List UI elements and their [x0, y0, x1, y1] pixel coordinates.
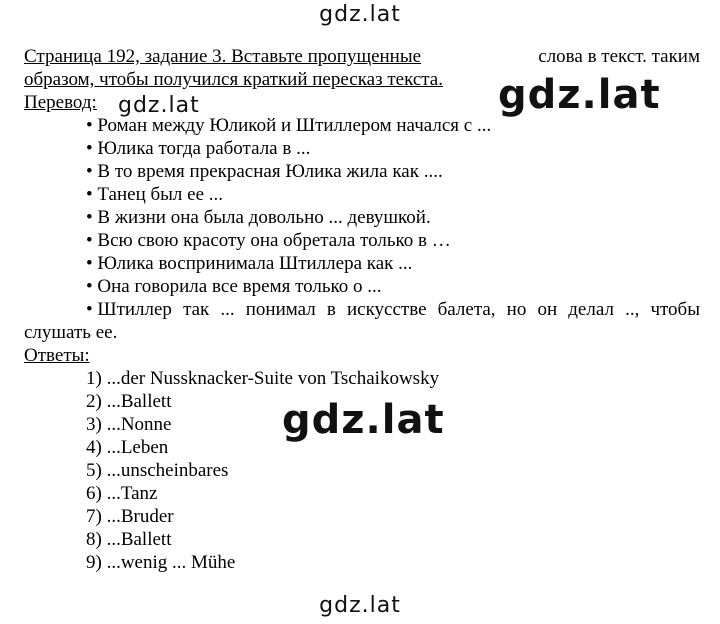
question-word: ...: [220, 299, 235, 320]
answers-label: Ответы:: [24, 345, 90, 366]
question-item: • В то время прекрасная Юлика жила как ....: [86, 161, 443, 182]
task-title-line-1: [24, 45, 700, 68]
answer-item: 1) ...der Nussknacker-Suite von Tschaikowsky: [86, 368, 440, 389]
question-item-justified: [24, 298, 700, 321]
answer-item: 8) ...Ballett: [86, 529, 172, 550]
answer-item: 3) ...Nonne: [86, 414, 172, 435]
question-word: он: [537, 299, 558, 320]
question-word: искусстве: [346, 299, 427, 320]
question-item: • В жизни она была довольно ... девушкой.: [86, 207, 431, 228]
question-word: в: [326, 299, 336, 320]
question-word: балета,: [437, 299, 496, 320]
watermark-small: gdz.lat: [118, 93, 200, 118]
question-item: • Танец был ее ...: [86, 184, 224, 205]
question-item: • Юлика тогда работала в ...: [86, 138, 311, 159]
question-item: • Она говорила все время только о ...: [86, 276, 382, 297]
question-list: [24, 114, 700, 344]
watermark-bottom: gdz.lat: [319, 593, 401, 618]
answer-item: 4) ...Leben: [86, 437, 169, 458]
document-body: [24, 45, 700, 574]
question-word: понимал: [245, 299, 316, 320]
translation-label: Перевод:: [24, 92, 97, 113]
task-title-line-2: образом, чтобы получился краткий пересказ текста.: [24, 69, 443, 90]
question-word: так: [183, 299, 210, 320]
question-word: ..,: [625, 299, 640, 320]
question-word: делал: [568, 299, 614, 320]
question-continuation: слушать ее.: [24, 322, 118, 343]
question-item: • Всю свою красоту она обретала только в …: [86, 230, 451, 251]
answer-item: 6) ...Tanz: [86, 483, 158, 504]
answer-item: 9) ...wenig ... Mühe: [86, 552, 236, 573]
question-item: • Юлика воспринимала Штиллера как ...: [86, 253, 413, 274]
task-title-rest: слова в текст. таким: [538, 46, 700, 67]
answer-item: 7) ...Bruder: [86, 506, 174, 527]
watermark-top: gdz.lat: [319, 2, 401, 27]
answer-item: 5) ...unscheinbares: [86, 460, 229, 481]
question-item: • Роман между Юликой и Штиллером начался с ...: [86, 115, 492, 136]
question-word: чтобы: [650, 299, 700, 320]
task-title-underlined: Страница 192, задание 3. Вставьте пропущенные: [24, 46, 422, 67]
watermark-large-middle: gdz.lat: [282, 397, 445, 443]
question-word: но: [506, 299, 527, 320]
answer-item: 2) ...Ballett: [86, 391, 172, 412]
watermark-large-top: gdz.lat: [498, 72, 661, 118]
question-word: • Штиллер: [86, 299, 172, 320]
